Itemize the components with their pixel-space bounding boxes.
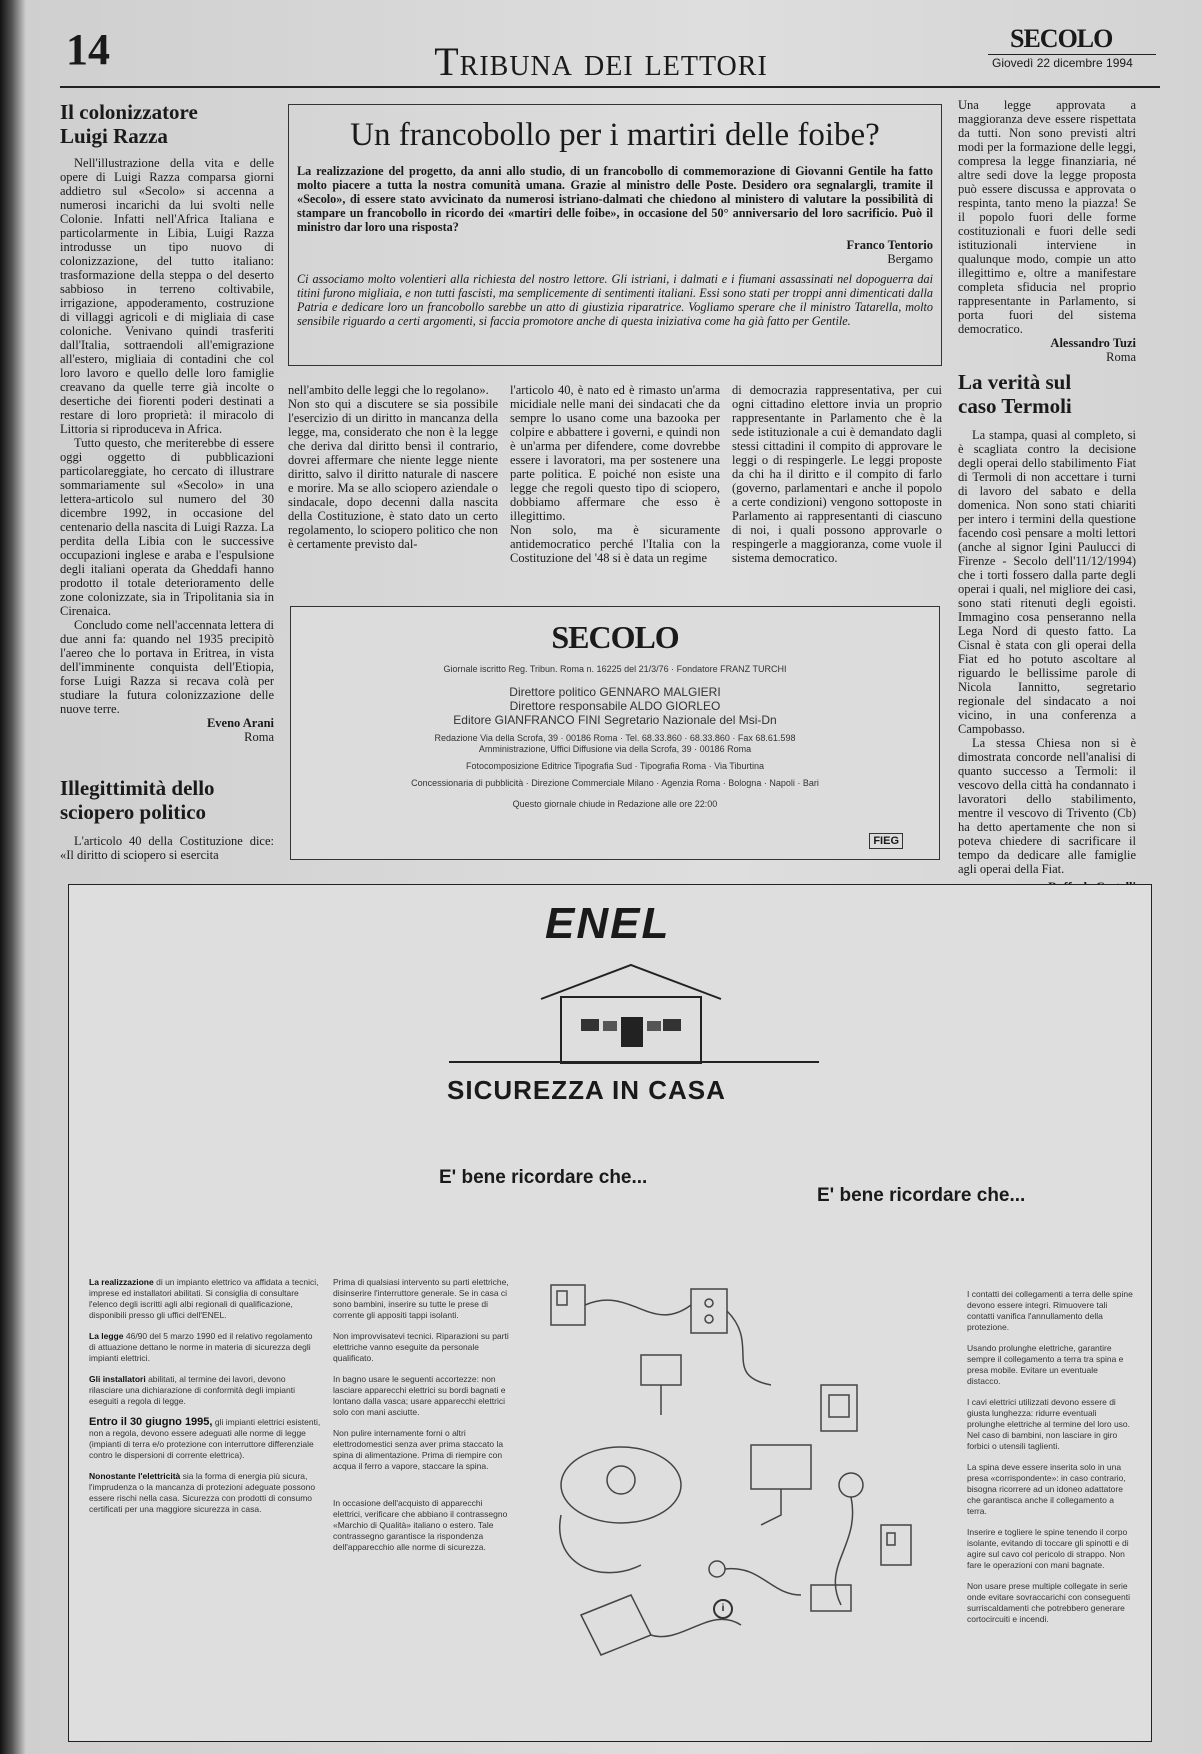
razza-author: Eveno Arani <box>206 716 274 730</box>
ad-left-text: 46/90 del 5 marzo 1990 ed il relativo regolamento di attuazione dettano le norme in materia di sicurezza degli impianti elettrici. <box>89 1331 313 1363</box>
ad-sub-right: E' bene ricordare che... <box>817 1185 1026 1206</box>
ad-left-lead: Gli installatori <box>89 1374 146 1384</box>
tuzi-signature <box>958 336 1136 364</box>
masthead-line-5: Redazione Via della Scrofa, 39 · 00186 Roma · Tel. 68.33.860 · 68.33.860 · Fax 68.61.598 <box>434 733 796 743</box>
ad-right-item: Usando prolunghe elettriche, garantire sempre il collegamento a terra tra spina e presa mobile. Evitare un eventuale distacco. <box>967 1343 1124 1386</box>
ad-right-item: I contatti dei collegamenti a terra delle spine devono essere integri. Rimuovere tali contatti vanifica l'annullamento della protezione. <box>967 1289 1133 1332</box>
termoli-headline: La verità sul caso Termoli <box>958 370 1072 418</box>
sciopero-headline: Illegittimità dello sciopero politico <box>60 776 215 824</box>
enel-logo: ENEL <box>545 899 671 948</box>
ad-sub-left: E' bene ricordare che... <box>439 1167 648 1188</box>
ad-middle-item: Non improvvisatevi tecnici. Riparazioni su parti elettriche vanno eseguite da personale qualificato. <box>333 1331 509 1363</box>
ad-left-item <box>89 1417 321 1461</box>
ad-middle-column <box>333 1277 509 1563</box>
masthead-director: Direttore politico GENNARO MALGIERI <box>509 685 721 699</box>
tuzi-city: Roma <box>1106 350 1136 364</box>
francobollo-letter: La realizzazione del progetto, da anni allo studio, di un francobollo di commemorazione di Giovanni Gentile ha fatto molto piacere a tutta la nostra comunità umana. Grazie al ministro delle Poste. Desidero ora segnalargli, tramite il «Secolo», di essere stato avvicinato da numerosi istriano-dalmati che chiedono al ministero di valutare la possibilità di stampare un francobollo in ricordo dei «martiri delle foibe», in occasione del 50° anniversario del loro sacrificio. Può il ministro dar loro una risposta? <box>297 164 933 234</box>
ad-left-lead: La realizzazione <box>89 1277 154 1287</box>
date-rule <box>988 54 1156 55</box>
page-number: 14 <box>66 25 110 74</box>
razza-signature <box>60 716 274 744</box>
ad-left-lead: La legge <box>89 1331 124 1341</box>
ad-left-item <box>89 1277 321 1321</box>
masthead-logo: SECOLO <box>551 619 679 655</box>
termoli-body: La stampa, quasi al completo, si è scagliata contro la decisione degli operai dello stabilimento Fiat di Termoli di non accettare i turni di lavoro del sabato e della domenica. Non sono stati chiariti per intero i termini della questione facendo così pensare a molti lettori (anche al signor Igini Paulucci di Firenze - Secolo dell'11/12/1994) che i torti fossero dalla parte degli operai i quali, nel migliore dei casi, sono stati ritenuti degli egoisti. Immagino cosa penseranno nella Lega Nord di questo fatto. La Cisnal è stata con gli operai della Fiat ed ho potuto ascoltare al riguardo le bellissime parole di Nicola Iannitto, segretario regionale del sindacato a noi vicino, in una conferenza a Campobasso. <box>958 428 1136 736</box>
ad-title-rule <box>449 1061 819 1063</box>
ad-left-item <box>89 1331 321 1364</box>
ad-left-column <box>89 1277 321 1525</box>
article-razza <box>60 100 274 744</box>
masthead-editor-in-chief: Direttore responsabile ALDO GIORLEO <box>509 699 721 713</box>
francobollo-author: Franco Tentorio <box>846 238 933 252</box>
article-sciopero-head <box>60 776 274 862</box>
info-icon: i <box>713 1599 733 1619</box>
francobollo-signature <box>289 238 933 266</box>
ad-left-text: di un impianto elettrico va affidata a tecnici, imprese ed installatori abilitati. Si consiglia di consultare l'elenco degli iscritti agli albi regionali di qualificazione, disponibili presso gli uffici dell'ENEL. <box>89 1277 319 1320</box>
masthead-line-9: Questo giornale chiude in Redazione alle ore 22:00 <box>512 799 718 809</box>
ad-title: SICUREZZA IN CASA <box>447 1075 726 1105</box>
section-title-text: Tribuna dei lettori <box>434 39 768 84</box>
header-rule <box>60 86 1160 88</box>
ad-left-text: sia la forma di energia più sicura, l'imprudenza o la mancanza di protezioni adeguate possono essere rischi nella casa. Sicurezza con prodotti di consumo certificati per una maggiore sicurezza in casa. <box>89 1471 316 1514</box>
ad-middle-item: Non pulire internamente forni o altri elettrodomestici senza aver prima staccato la spina di alimentazione. Prima di riempire con acqua il ferro a vapore, staccare la spina. <box>333 1428 504 1471</box>
ad-left-text: gli impianti elettrici esistenti, non a regola, devono essere adeguati alle norme di legge (impianti di terra e/o protezione con interruttore differenziale contro le dispersioni di corrente elettrica). <box>89 1417 321 1460</box>
article-francobollo <box>288 104 942 366</box>
ad-left-item <box>89 1471 321 1515</box>
masthead-line-7: Fotocomposizione Editrice Tipografia Sud · Tipografia Roma · Via Tiburtina <box>466 761 764 771</box>
masthead-line-8: Concessionaria di pubblicità · Direzione Commerciale Milano · Agenzia Roma · Bologna · Napoli · Bari <box>411 778 819 788</box>
francobollo-reply: Ci associamo molto volentieri alla richiesta del nostro lettore. Gli istriani, i dalmati e i fiumani assassinati nel dopoguerra dai titini furono migliaia, e non tutti fascisti, ma semplicemente di sentimenti italiani. Essi sono stati per troppi anni dimenticati dalla Patria e dedicare loro un francobollo sarebbe un atto di giustizia riparatrice. Vogliamo sperare che il ministro Tatarella, molto sensibile riguardo a certi argomenti, si faccia promotore anche di questa iniziativa come ha già fatto per Gentile. <box>297 272 933 328</box>
razza-body: Nell'illustrazione della vita e delle opere di Luigi Razza comparsa giorni addietro sul «Secolo» si accenna a numerosi incarichi da lui svolti nelle Colonie. Infatti nell'Africa Italiana e particolarmente in Libia, Luigi Razza introdusse un tipo nuovo di colonizzazione, del tutto italiano: trasformazione della steppa o del deserto sabbioso in terreno coltivabile, irrigazione, appoderamento, costruzione di villaggi agricoli e di migliaia di case coloniche. Venivano quindi trasferiti dall'Italia, sottraendoli all'emigrazione all'estero, migliaia di contadini che col loro lavoro e quello delle loro famiglie creavano da quelle terre già incolte o desertiche dei fiorenti poderi destinati a restare di loro proprietà: il miracolo di Littoria si riproduceva in Africa. <box>60 156 274 436</box>
ad-left-lead: Entro il 30 giugno 1995, <box>89 1416 213 1428</box>
ad-middle-item: In occasione dell'acquisto di apparecchi elettrici, verificare che abbiano il contrassegno «Marchio di Qualità» italiano o estero. Tale contrassegno garantisce la rispondenza dell'apparecchio alle norme di sicurezza. <box>333 1498 508 1552</box>
razza-body-3: Concludo come nell'accennata lettera di due anni fa: quando nel 1935 precipitò l'aereo che lo portava in Eritrea, in vista dell'imminente conquista dell'Etiopia, forse Luigi Razza si recava colà per studiare la futura colonizzazione delle nuove terre. <box>60 618 274 716</box>
house-icon <box>531 959 731 1069</box>
masthead-publisher: Editore GIANFRANCO FINI Segretario Nazionale del Msi-Dn <box>453 713 777 727</box>
ad-right-column <box>967 1289 1133 1635</box>
appliances-illustration <box>521 1265 941 1685</box>
ad-right-item: Inserire e togliere le spine tenendo il corpo isolante, evitando di toccare gli spinotti e di agire sul cavo col pericolo di strappo. Non fare le operazioni con mani bagnate. <box>967 1527 1129 1570</box>
sciopero-col1: L'articolo 40 della Costituzione dice: «Il diritto di sciopero si esercita <box>60 834 274 862</box>
razza-body-2: Tutto questo, che meriterebbe di essere oggi oggetto di pubblicazioni particolareggiate, ho cercato di illustrare sommariamente sul «Secolo» in una lettera-articolo sul numero del 30 dicembre 1992, in occasione del centenario della nascita di Luigi Razza. La perdita della Libia con le successive occupazioni inglese e araba e l'espulsione degli italiani operata da Gheddafi hanno prodotto il totale deterioramento delle zone colonizzate, sia in Tripolitania sia in Cirenaica. <box>60 436 274 618</box>
ad-left-item <box>89 1374 321 1407</box>
right-column <box>958 98 1136 908</box>
enel-advertisement <box>68 884 1152 1742</box>
fieg-logo: FIEG <box>869 833 903 849</box>
ad-middle-item: In bagno usare le seguenti accortezze: non lasciare apparecchi elettrici su bordi bagnati e lontano dalla vasca; usare apparecchi elettrici solo con mani asciutte. <box>333 1374 506 1417</box>
termoli-body-2: La stessa Chiesa non si è dimostrata concorde nell'analisi di quanto successo a Termoli: il vescovo della città ha condannato i lavoratori dello stabilimento, mentre il vescovo di Trivento (Cb) ha detto apertamente che non si poteva chiedere di sacrificare il tempo da dedicare alle famiglie agli operai della Fiat. <box>958 736 1136 876</box>
masthead-line-6: Amministrazione, Uffici Diffusione via della Scrofa, 39 · 00186 Roma <box>478 744 752 754</box>
issue-date: Giovedì 22 dicembre 1994 <box>992 56 1133 70</box>
masthead-box <box>290 606 940 860</box>
sciopero-col2: nell'ambito delle leggi che lo regolano». Non sto qui a discutere se sia possibile l'esercizio di un diritto in mancanza della legge, ma, considerato che non è la legge che deriva dal diritto bensì il contrario, dovrei affermare che niente legge niente diritto, salvo il diritto naturale di nascere e morire. Ma se allo sciopero aziendale o sindacale, dopo decenni dalla nascita della Costituzione, è stato dato un certo regolamento, lo sciopero politico che non è certamente previsto dal- <box>288 383 498 551</box>
sciopero-col3: l'articolo 40, è nato ed è rimasto un'arma micidiale nelle mani dei sindacati che da sempre lo usano come una bazooka per colpire e abbattere i governi, e quindi non è un'arma per difendere, come dovrebbe essere i lavoratori, ma per sostenere una parte politica. E poiché non esiste una legge che regoli questo tipo di sciopero, dobbiamo affermare che esso è illegittimo. Non solo, ma è sicuramente antidemocratico perché l'Italia con la Costituzione del '48 si è data un regime <box>510 383 720 565</box>
tuzi-body: Una legge approvata a maggioranza deve essere rispettata da tutti. Non sono previsti altri modi per la formazione delle leggi, compresa la legge finanziaria, né altre sedi dove la legge proposta può essere discussa e approvata o respinta, tanto meno la piazza! Se il popolo fuori delle forme costituzionali e fuori delle sedi istituzionali interviene in qualunque modo, compie un atto illegittimo e, oltre a manifestare completa sfiducia nel proprio rappresentante in Parlamento, si porta fuori del sistema democratico. <box>958 98 1136 336</box>
ad-right-item: La spina deve essere inserita solo in una presa «corrispondente»: in caso contrario, bisogna ricorrere ad un idoneo adattatore che garantisca anche il collegamento a terra. <box>967 1462 1126 1516</box>
sciopero-col4: di democrazia rappresentativa, per cui ogni cittadino elettore invia un proprio rappresentante in Parlamento che è la sede istituzionale a cui è demandato dagli stessi cittadini il compito di approvare le leggi o di respingerle. Le leggi proposte da chi ha il diritto e il compito di farlo (governo, parlamentari e anche il popolo a certe condizioni) vengono sottoposte in Parlamento ai rappresentanti di ciascuno di noi, i quali possono approvarle o respingerle a maggioranza, come vuole il sistema democratico. <box>732 383 942 565</box>
brand-logo: SECOLO <box>1010 24 1113 53</box>
francobollo-headline: Un francobollo per i martiri delle foibe? <box>350 117 880 153</box>
tuzi-author: Alessandro Tuzi <box>1050 336 1136 350</box>
razza-city: Roma <box>244 730 274 744</box>
ad-middle-item: Prima di qualsiasi intervento su parti elettriche, disinserire l'interruttore generale. Se in casa ci sono bambini, inserire su tutte le prese di corrente gli appositi tappi isolanti. <box>333 1277 509 1320</box>
ad-right-item: I cavi elettrici utilizzati devono essere di giusta lunghezza: ridurre eventuali prolunghe elettriche al termine del loro uso. Nel caso di bambini, non lasciare in giro forbici o utensili taglienti. <box>967 1397 1131 1451</box>
masthead-line-1: Giornale iscritto Reg. Tribun. Roma n. 16225 del 21/3/76 · Fondatore FRANZ TURCHI <box>443 664 787 674</box>
ad-left-lead: Nonostante l'elettricità <box>89 1471 181 1481</box>
razza-headline: Il colonizzatore Luigi Razza <box>60 100 198 148</box>
ad-right-item: Non usare prese multiple collegate in serie onde evitare sovraccarichi con conseguenti surriscaldamenti che potrebbero generare cortocircuiti e incendi. <box>967 1581 1131 1624</box>
francobollo-city: Bergamo <box>887 252 933 266</box>
ad-left-text: abilitati, al termine dei lavori, devono rilasciare una dichiarazione di conformità degli impianti eseguiti a regola di legge. <box>89 1374 295 1406</box>
